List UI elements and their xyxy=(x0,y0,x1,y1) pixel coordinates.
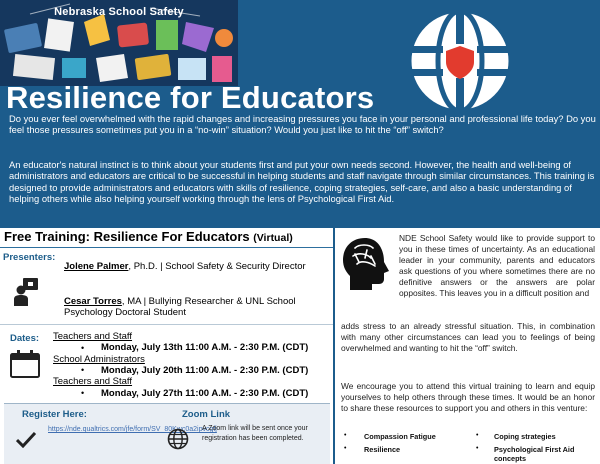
bullet: • xyxy=(344,432,347,439)
session-group: School Administrators xyxy=(53,354,145,365)
session-date: Monday, July 27th 11:00 A.M. - 2:30 P.M. (CDT) xyxy=(101,388,309,399)
registration-box xyxy=(4,403,330,464)
presenter-details: , Ph.D. | School Safety & Security Director xyxy=(128,261,306,272)
registration-link[interactable]: https://nde.qualtrics.com/jfe/form/SV_80Kwc0a2ipvcgfj xyxy=(48,426,217,433)
presenter-icon xyxy=(14,278,38,306)
banner-collage xyxy=(0,0,238,86)
banner-title: Nebraska School Safety xyxy=(54,6,184,18)
training-format: (Virtual) xyxy=(253,232,293,244)
header xyxy=(0,0,600,228)
head-brain-icon xyxy=(339,236,395,292)
calendar-icon xyxy=(10,350,40,378)
bullet: • xyxy=(476,432,479,439)
presenter-entry xyxy=(64,261,332,272)
presenter-name: Jolene Palmer xyxy=(64,261,129,272)
divider xyxy=(0,324,333,325)
presenters-label: Presenters: xyxy=(3,252,56,263)
globe-shield-icon xyxy=(405,6,515,116)
session-group: Teachers and Staff xyxy=(53,376,133,387)
register-label: Register Here: xyxy=(22,409,87,420)
topic-item: Resilience xyxy=(364,445,401,454)
intro-paragraph: Do you ever feel overwhelmed with the rapid changes and increasing pressures you face in your personal and professional life today? Do you feel those pressures sometimes put you in a “no-win” situation? Would you just like to hit the “off” switch? xyxy=(9,113,596,136)
divider xyxy=(0,247,333,248)
message-paragraph: adds stress to an already stressful situation. This, in combination with many other circumstances can lead you to feelings of being overwhelmed and wanting to hit the “off” switch. xyxy=(341,321,595,354)
page-title: Resilience for Educators xyxy=(6,80,375,115)
bullet: • xyxy=(81,365,85,375)
column-divider xyxy=(333,228,335,464)
session-group: Teachers and Staff xyxy=(53,331,133,342)
training-heading-text: Free Training: Resilience For Educators xyxy=(4,229,250,244)
message-panel xyxy=(336,228,600,464)
dates-label: Dates: xyxy=(10,333,40,344)
topic-item: Compassion Fatigue xyxy=(364,432,436,441)
zoom-info: A Zoom link will be sent once your registration has been completed. xyxy=(202,425,308,442)
zoom-label: Zoom Link xyxy=(182,409,231,420)
training-heading xyxy=(4,229,293,244)
message-paragraph: We encourage you to attend this virtual training to learn and equip yourselves to help others through these times. It would be an honor to share these resources to support you and others in this venture: xyxy=(341,381,595,414)
topic-item: Psychological First Aid concepts xyxy=(494,445,575,463)
checkmark-icon xyxy=(16,432,36,448)
bullet: • xyxy=(476,445,479,452)
bullet: • xyxy=(81,388,85,398)
session-date: Monday, July 13th 11:00 A.M. - 2:30 P.M. (CDT) xyxy=(101,342,309,353)
intro-paragraph: An educator's natural instinct is to think about your students first and put your own needs second. However, the health and well-being of administrators and educators are critical to be successful in helping students and staff navigate through similar circumstances. This training is designed to provide administrators and educators with skills of resilience, coping strategies, self-care, and also a basic understanding of helping others while also helping yourself working through the lens of Psychological First Aid. xyxy=(9,159,595,205)
session-date: Monday, July 20th 11:00 A.M. - 2:30 P.M. (CDT) xyxy=(101,365,309,376)
bullet: • xyxy=(344,445,347,452)
globe-icon xyxy=(167,428,189,450)
presenter-name: Cesar Torres xyxy=(64,296,122,307)
presenter-entry xyxy=(64,296,332,318)
topic-item: Coping strategies xyxy=(494,432,556,441)
training-details xyxy=(0,228,333,464)
bullet: • xyxy=(81,343,85,353)
message-paragraph: NDE School Safety would like to provide support to you in these times of uncertainty. As an educational leader in your community, parents and educators ask questions of you where sometimes there are no definitive answers or the answers are polar opposites. This leaves you in a difficult position and xyxy=(399,233,595,299)
presenter-details: , MA | Bullying Researcher & UNL School Psychology Doctoral Student xyxy=(64,296,296,318)
